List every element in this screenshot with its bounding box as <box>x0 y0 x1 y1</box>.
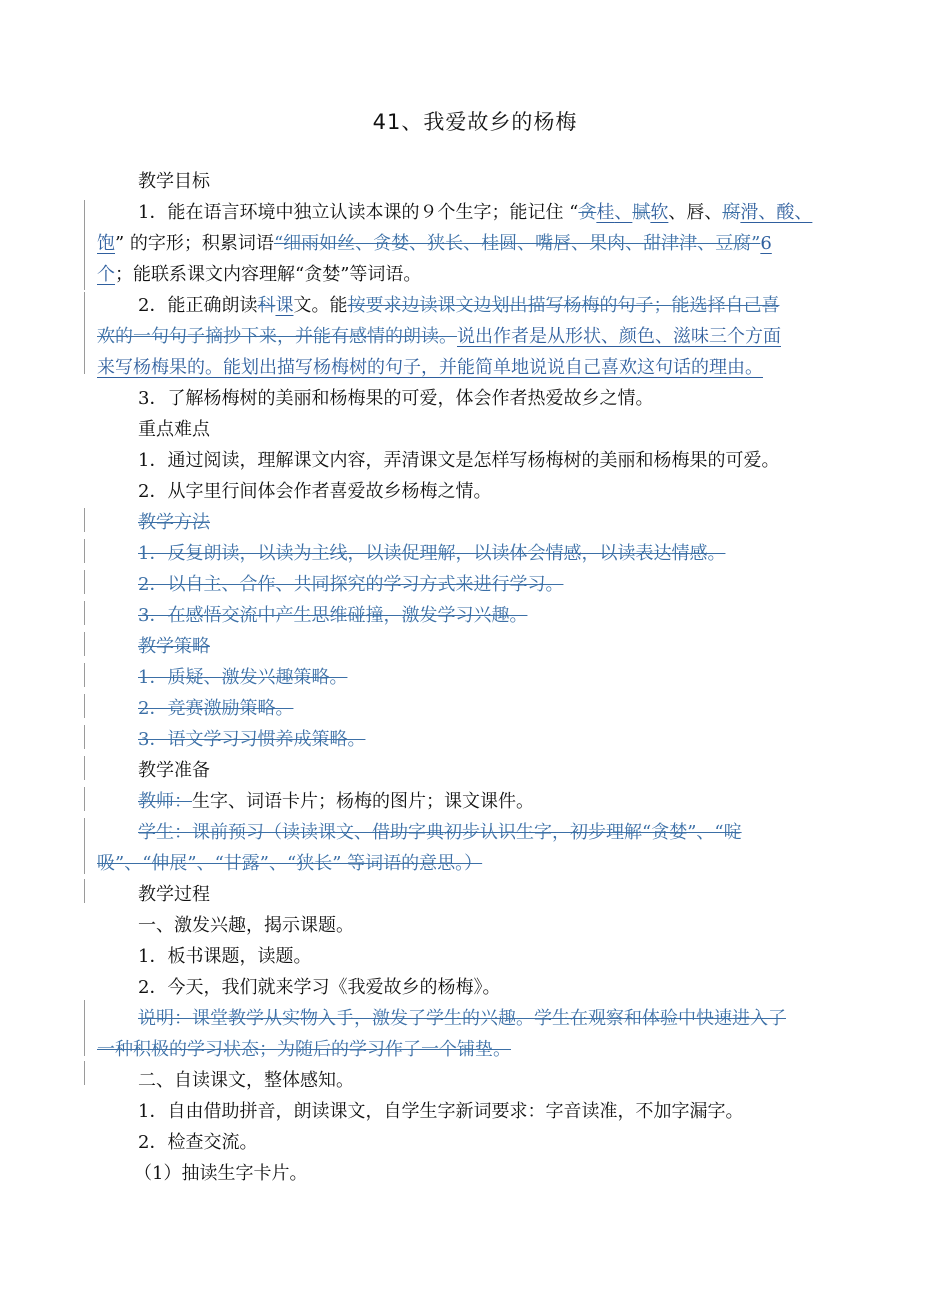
goal-2-line-3 <box>97 352 857 383</box>
section-heading-key-points: 重点难点 <box>138 419 210 440</box>
deleted-text: 欢的一句句子摘抄下来，并能有感情的朗读。 <box>97 326 457 347</box>
change-bar <box>84 694 85 718</box>
text-run: 文。能 <box>293 295 348 316</box>
process-step-2: 二、自读课文，整体感知。 <box>138 1070 354 1091</box>
method-3: 3．在感悟交流中产生思维碰撞，激发学习兴趣。 <box>138 605 528 626</box>
goal-3: 3．了解杨梅树的美丽和杨梅果的可爱，体会作者热爱故乡之情。 <box>138 388 654 409</box>
process-item-4: 2．检查交流。 <box>138 1132 258 1153</box>
inserted-text: 课 <box>275 295 294 316</box>
inserted-text: 桂 <box>596 202 615 223</box>
change-bar <box>84 1000 85 1056</box>
change-bar <box>84 818 85 874</box>
prep-student-line-2: 吸”、“伸展”、“甘露”、“狭长” 等词语的意思。） <box>97 853 483 874</box>
process-subitem-1: （1）抽读生字卡片。 <box>134 1163 308 1184</box>
text-run: 、唇、 <box>668 202 723 223</box>
deleted-text: 腻 <box>632 202 651 223</box>
text-run: ” 的字形；积累词语 <box>115 233 274 254</box>
key-point-1: 1．通过阅读，理解课文内容，弄清课文是怎样写杨梅树的美丽和杨梅果的可爱。 <box>138 450 780 471</box>
goal-1-line-2 <box>97 228 857 259</box>
prep-student-line-1: 学生：课前预习（读读课文、借助字典初步认识生字，初步理解“贪婪”、“啶 <box>138 822 742 843</box>
process-note-line-1: 说明：课堂教学从实物入手，激发了学生的兴趣。学生在观察和体验中快速进入了 <box>138 1008 786 1029</box>
text-run: 生字、词语卡片；杨梅的图片；课文课件。 <box>192 791 534 812</box>
change-bar <box>84 663 85 687</box>
change-bar <box>84 787 85 811</box>
change-bar <box>84 756 85 780</box>
change-bar <box>84 601 85 625</box>
process-note-line-2: 一种积极的学习状态；为随后的学习作了一个铺垫。 <box>97 1039 511 1060</box>
section-heading-strategies: 教学策略 <box>138 636 210 657</box>
change-bar <box>84 508 85 532</box>
deleted-text: 科 <box>257 295 276 316</box>
change-bar <box>84 632 85 656</box>
text-run: 1．能在语言环境中独立认读本课的９个生字；能记住 “ <box>138 202 579 223</box>
process-step-1: 一、激发兴趣，揭示课题。 <box>138 915 354 936</box>
change-bar <box>84 292 85 374</box>
inserted-text: 滑、酸、 <box>740 202 813 223</box>
process-item-3: 1．自由借助拼音，朗读课文，自学生字新词要求：字音读准，不加字漏字。 <box>138 1101 744 1122</box>
inserted-text: 6 <box>760 233 772 254</box>
inserted-text: 个 <box>97 264 115 285</box>
text-run: 2．能正确朗读 <box>138 295 258 316</box>
deleted-text: “细雨如丝、贪婪、狭长、桂圆、嘴唇、果肉、甜津津、豆腐” <box>273 233 761 254</box>
section-heading-methods: 教学方法 <box>138 512 210 533</box>
strategy-2: 2．竞赛激励策略。 <box>138 698 294 719</box>
inserted-text: 、 <box>614 202 633 223</box>
inserted-text: 软 <box>650 202 669 223</box>
change-bar <box>84 200 85 290</box>
change-bar <box>84 539 85 563</box>
method-1: 1．反复朗读，以读为主线，以读促理解，以读体会情感，以读表达情感。 <box>138 543 726 564</box>
section-heading-process: 教学过程 <box>138 884 210 905</box>
key-point-2: 2．从字里行间体会作者喜爱故乡杨梅之情。 <box>138 481 492 502</box>
change-bar <box>84 570 85 594</box>
prep-teacher <box>138 786 858 817</box>
change-bar <box>84 879 85 903</box>
deleted-text: 按要求边读课文边划出描写杨梅的句子；能选择自己喜 <box>347 295 780 316</box>
goal-2-line-2 <box>97 321 857 352</box>
goal-1-line-3 <box>97 259 857 290</box>
deleted-text: 贪 <box>578 202 597 223</box>
change-bar <box>84 725 85 749</box>
section-heading-preparation: 教学准备 <box>138 760 210 781</box>
section-heading-goals: 教学目标 <box>138 171 210 192</box>
method-2: 2．以自主、合作、共同探究的学习方式来进行学习。 <box>138 574 564 595</box>
process-item-1: 1．板书课题，读题。 <box>138 946 312 967</box>
text-run: ；能联系课文内容理解“贪婪”等词语。 <box>115 264 422 285</box>
deleted-text: 教师： <box>138 791 192 812</box>
inserted-text: 说出作者是从形状、颜色、滋味三个方面 <box>457 326 781 347</box>
strategy-3: 3．语文学习习惯养成策略。 <box>138 729 366 750</box>
document-title: 41、我爱故乡的杨梅 <box>372 110 578 134</box>
inserted-text: 饱 <box>97 233 115 254</box>
change-bar <box>84 1061 85 1085</box>
inserted-text: 来写杨梅果的。能划出描写杨梅树的句子，并能简单地说说自己喜欢这句话的理由。 <box>97 357 763 378</box>
deleted-text: 腐 <box>722 202 741 223</box>
strategy-1: 1．质疑、激发兴趣策略。 <box>138 667 348 688</box>
process-item-2: 2．今天，我们就来学习《我爱故乡的杨梅》。 <box>138 977 501 998</box>
goal-1-line-1 <box>138 197 858 228</box>
goal-2-line-1 <box>138 290 858 321</box>
